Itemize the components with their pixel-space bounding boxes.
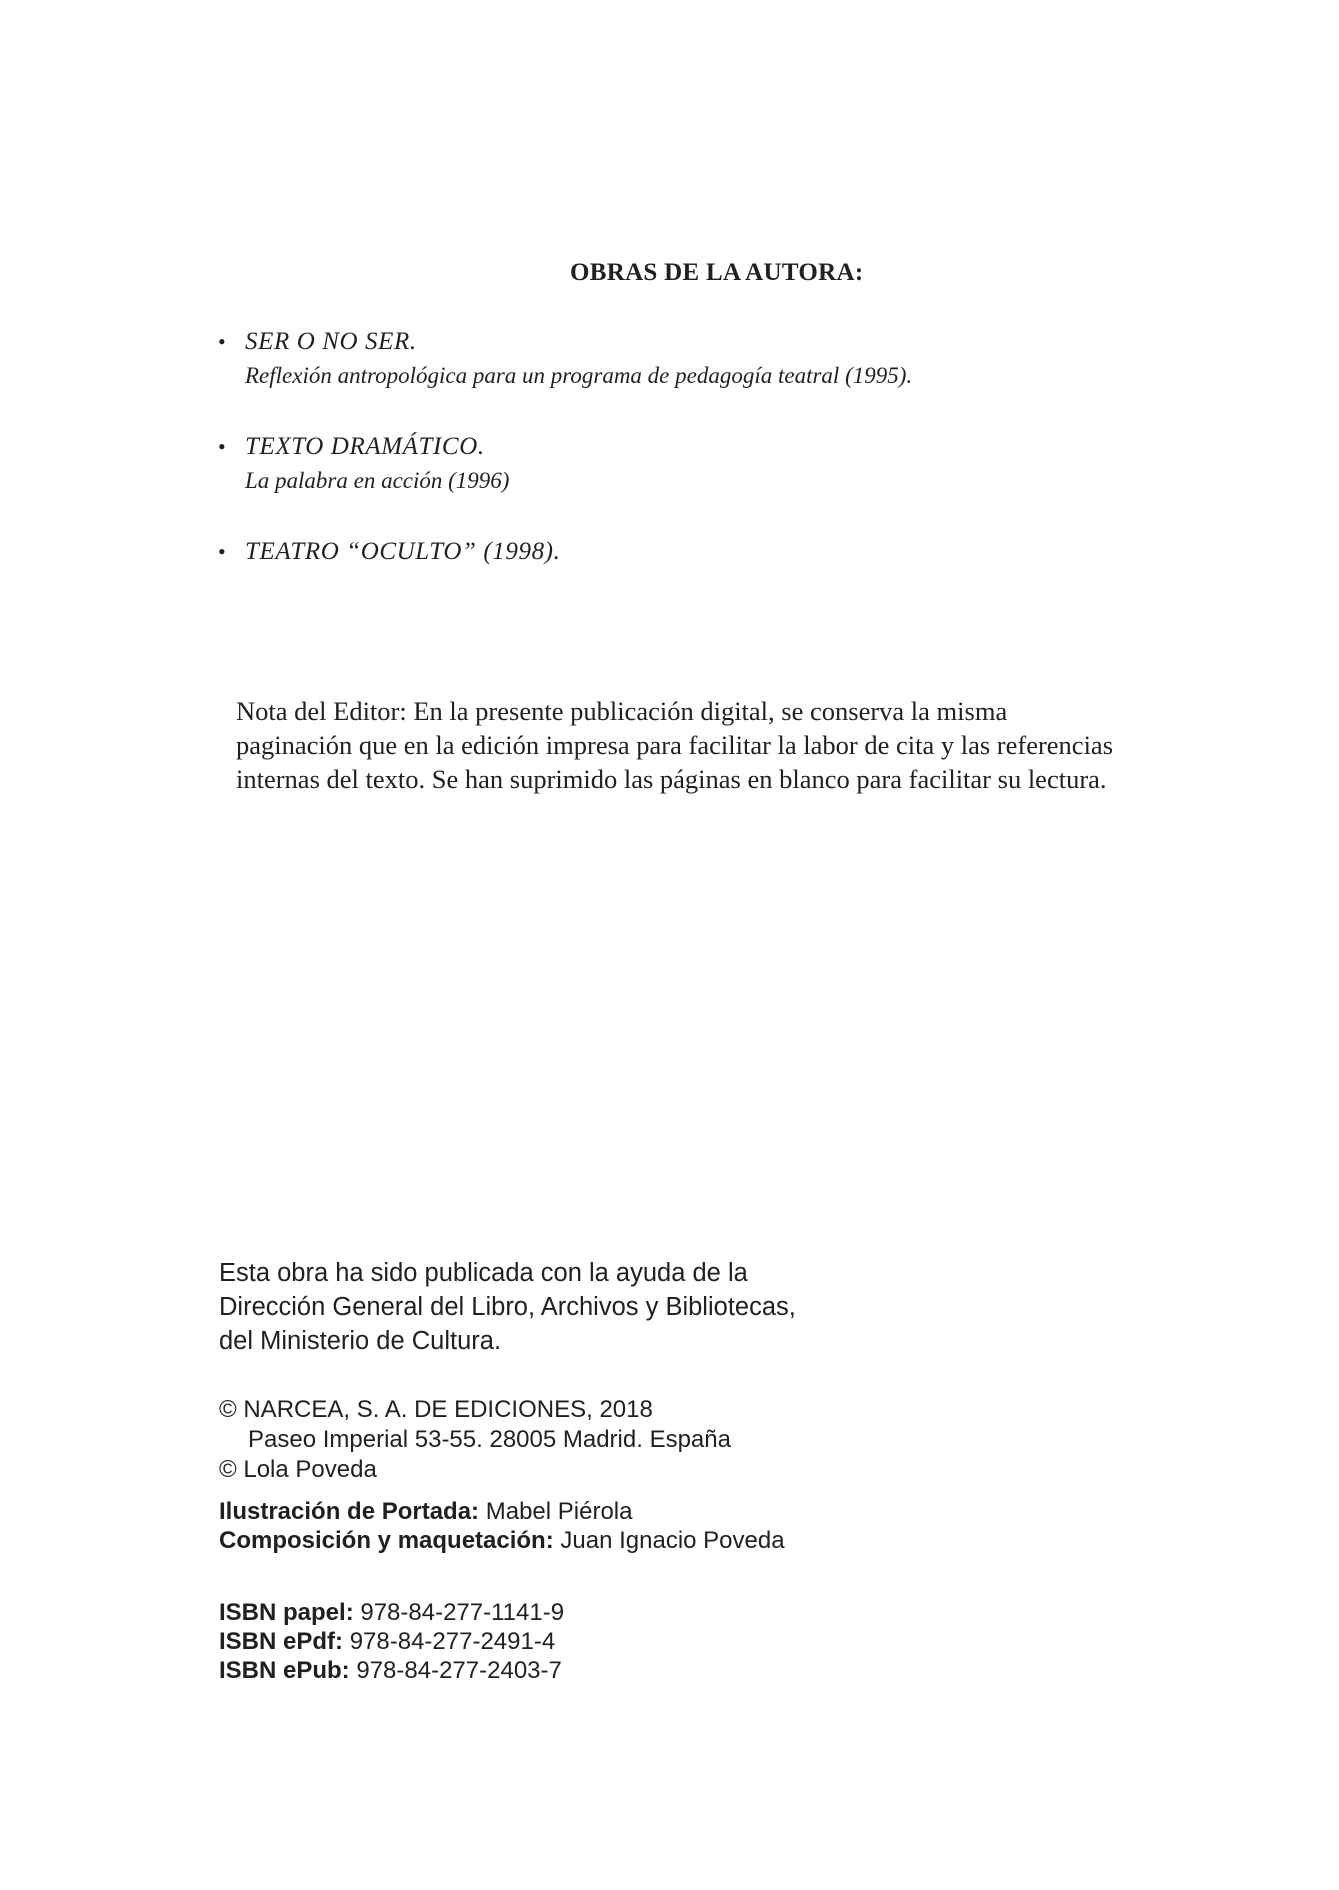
contributors-block — [219, 1497, 785, 1555]
bullet-icon: • — [218, 539, 226, 564]
publisher-address: Paseo Imperial 53-55. 28005 Madrid. España — [248, 1426, 731, 1453]
layout-credit — [219, 1526, 785, 1555]
illustration-label: Ilustración de Portada: — [219, 1498, 480, 1525]
editor-note — [236, 694, 1116, 796]
author-copyright: © Lola Poveda — [219, 1456, 377, 1483]
publisher-copyright: © NARCEA, S. A. DE EDICIONES, 2018 — [219, 1396, 653, 1423]
support-line: Dirección General del Libro, Archivos y Bibliotecas, — [219, 1293, 796, 1321]
support-line: Esta obra ha sido publicada con la ayuda de la — [219, 1259, 748, 1287]
editor-note-text: Nota del Editor: En la presente publicación digital, se conserva la misma paginación que en la edición impresa para facilitar la labor de cita y las referencias internas del texto. Se han suprimido las páginas en blanco para facilitar su lectura. — [236, 696, 1114, 794]
isbn-epub-value: 978-84-277-2403-7 — [356, 1657, 562, 1684]
support-line: del Ministerio de Cultura. — [219, 1327, 502, 1355]
isbn-epub — [219, 1656, 564, 1685]
support-statement — [219, 1256, 796, 1358]
isbn-pdf-value: 978-84-277-2491-4 — [349, 1628, 556, 1655]
isbn-pdf — [219, 1627, 564, 1656]
work-subtitle: La palabra en acción (1996) — [245, 468, 510, 493]
illustration-credit — [219, 1497, 785, 1526]
layout-value: Juan Ignacio Poveda — [560, 1527, 785, 1554]
isbn-block — [219, 1598, 564, 1685]
work-subtitle: Reflexión antropológica para un programa de pedagogía teatral (1995). — [245, 363, 913, 388]
copyright-block — [219, 1395, 731, 1485]
works-heading: OBRAS DE LA AUTORA: — [570, 259, 864, 286]
illustration-value: Mabel Piérola — [485, 1498, 633, 1525]
work-title: TEATRO “OCULTO” (1998). — [245, 538, 561, 565]
bullet-icon: • — [218, 329, 226, 354]
isbn-paper-label: ISBN papel: — [219, 1599, 354, 1626]
isbn-paper-value: 978-84-277-1141-9 — [360, 1599, 565, 1626]
layout-label: Composición y maquetación: — [219, 1527, 554, 1554]
bullet-icon: • — [218, 434, 226, 459]
work-title: SER O NO SER. — [245, 328, 417, 355]
work-title: TEXTO DRAMÁTICO. — [245, 433, 485, 460]
isbn-epub-label: ISBN ePub: — [219, 1657, 350, 1684]
isbn-pdf-label: ISBN ePdf: — [219, 1628, 344, 1655]
isbn-paper — [219, 1598, 564, 1627]
